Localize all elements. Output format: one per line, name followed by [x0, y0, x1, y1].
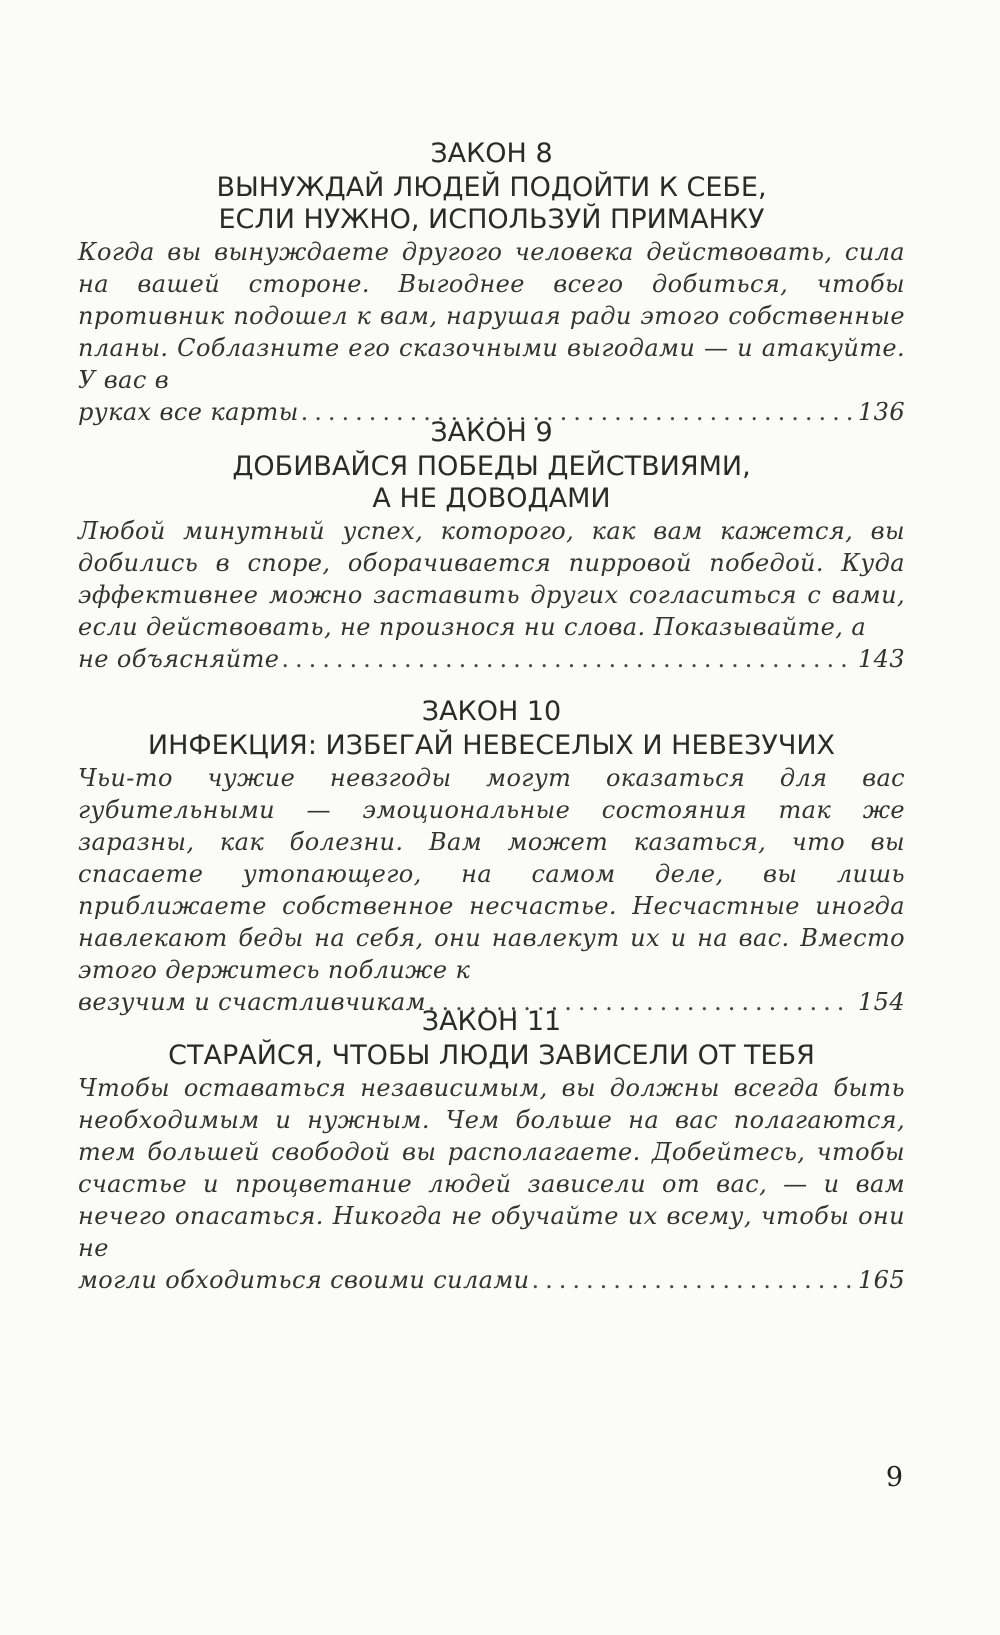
- law-number: ЗАКОН 8: [430, 138, 553, 169]
- dot-leader: [532, 1264, 852, 1296]
- law-summary: Любой минутный успех, которого, как вам кажется, вы добились в споре, оборачивается пирровой победой. Куда эффективнее можно заставить других согласиться с вами, если действовать, не произнося ни слова. Показывайте, а: [78, 517, 905, 641]
- law-number: ЗАКОН 10: [421, 696, 562, 727]
- law-summary-end: везучим и счастливчикам: [78, 988, 426, 1016]
- law-8-entry: [78, 138, 905, 428]
- law-summary-end: руках все карты: [78, 398, 299, 426]
- page-ref: 136: [857, 398, 905, 426]
- page-ref: 154: [857, 988, 905, 1016]
- law-title: СТАРАЙСЯ, ЧТОБЫ ЛЮДИ ЗАВИСЕЛИ ОТ ТЕБЯ: [168, 1040, 815, 1071]
- law-title: ВЫНУЖДАЙ ЛЮДЕЙ ПОДОЙТИ К СЕБЕ, ЕСЛИ НУЖНО, ИСПОЛЬЗУЙ ПРИМАНКУ: [216, 172, 767, 235]
- law-9-entry: [78, 417, 905, 675]
- page-ref: 165: [857, 1266, 905, 1294]
- law-summary-end: не объясняйте: [78, 645, 280, 673]
- law-summary: Когда вы вынуждаете другого человека действовать, сила на вашей стороне. Выгоднее всего добиться, чтобы противник подошел к вам, нарушая ради этого собственные планы. Соблазните его сказочными выгодами — и атакуйте. У вас в: [78, 238, 905, 394]
- page-ref: 143: [857, 645, 905, 673]
- law-title: ИНФЕКЦИЯ: ИЗБЕГАЙ НЕВЕСЕЛЫХ И НЕВЕЗУЧИХ: [147, 730, 836, 761]
- law-title: ДОБИВАЙСЯ ПОБЕДЫ ДЕЙСТВИЯМИ, А НЕ ДОВОДАМИ: [232, 451, 751, 514]
- law-10-entry: [78, 696, 905, 1018]
- law-11-entry: [78, 1006, 905, 1296]
- law-summary: Чтобы оставаться независимым, вы должны всегда быть необходимым и нужным. Чем больше на вас полагаются, тем большей свободой вы располагаете. Добейтесь, чтобы счастье и процветание людей зависели от вас, — и вам нечего опасаться. Никогда не обучайте их всему, чтобы они не: [78, 1074, 905, 1262]
- law-summary-end: могли обходиться своими силами: [78, 1266, 530, 1294]
- dot-leader: [281, 643, 852, 675]
- toc-line: [78, 643, 905, 675]
- law-number: ЗАКОН 9: [430, 417, 553, 448]
- law-number: ЗАКОН 11: [421, 1006, 562, 1037]
- page-number: 9: [885, 1462, 903, 1493]
- toc-line: [78, 1264, 905, 1296]
- law-summary: Чьи-то чужие невзгоды могут оказаться для вас губительными — эмоциональные состояния так же заразны, как болезни. Вам может казаться, что вы спасаете утопающего, на самом деле, вы лишь приближаете собственное несчастье. Несчастные иногда навлекают беды на себя, они навлекут их и на вас. Вместо этого держитесь поближе к: [78, 764, 905, 984]
